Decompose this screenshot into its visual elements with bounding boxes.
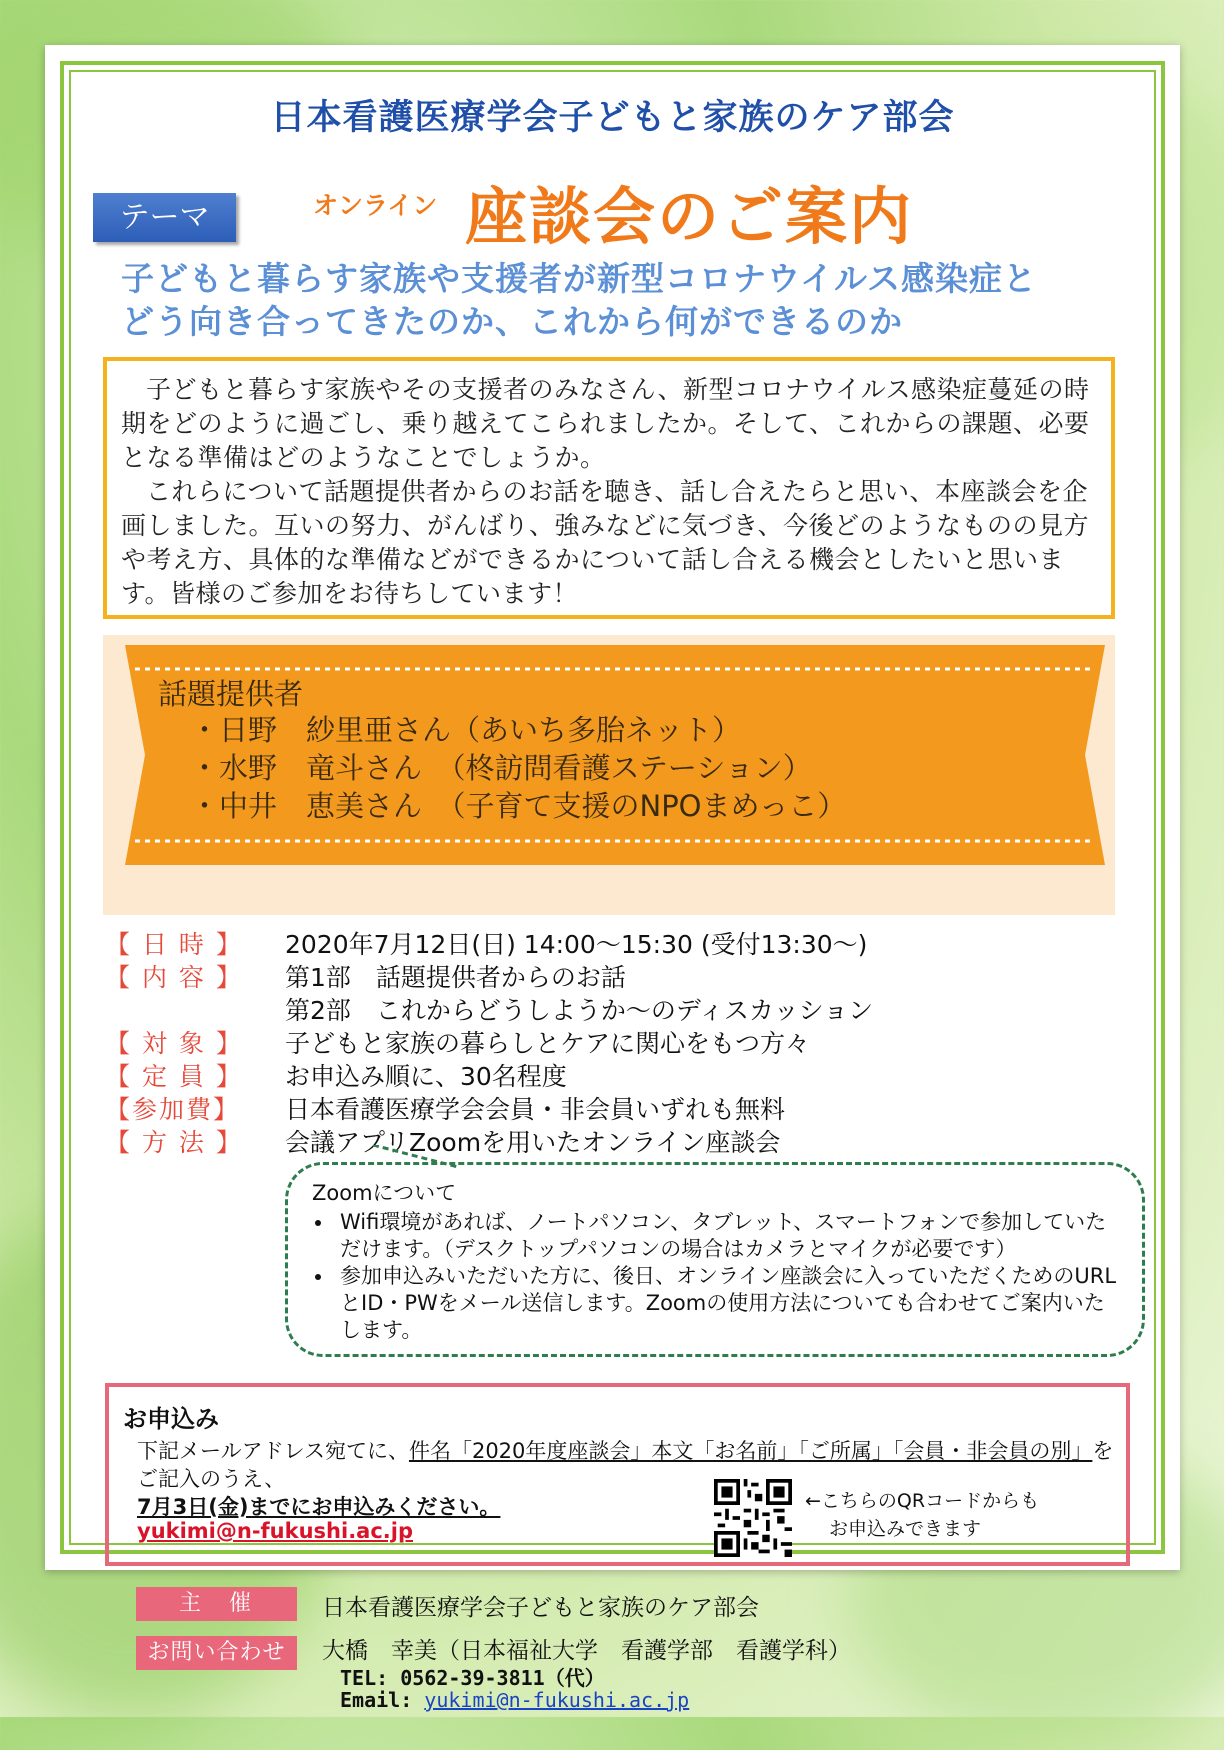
qr-note-line: ←こちらのQRコードからも <box>805 1490 1040 1512</box>
zoom-info-list <box>312 1209 1118 1344</box>
info-label: 【 日 時 】 <box>105 930 243 959</box>
contact-email <box>340 1688 689 1712</box>
info-value: 子どもと家族の暮らしとケアに関心をもつ方々 <box>285 1029 811 1058</box>
application-box <box>105 1383 1130 1566</box>
info-label: 【 対 象 】 <box>105 1029 243 1058</box>
tel-label: TEL: <box>340 1666 389 1690</box>
contact-label: お問い合わせ <box>136 1636 297 1670</box>
org-title: 日本看護医療学会子どもと家族のケア部会 <box>270 98 955 138</box>
info-value: 日本看護医療学会会員・非会員いずれも無料 <box>285 1095 786 1124</box>
application-instruction <box>137 1435 1113 1465</box>
speakers-title: 話題提供者 <box>158 677 304 711</box>
info-label: 【 内 容 】 <box>105 963 243 992</box>
qr-note-line: お申込みできます <box>829 1518 982 1540</box>
host-value: 日本看護医療学会子どもと家族のケア部会 <box>322 1595 759 1621</box>
info-value: 第2部 これからどうしようか～のディスカッション <box>285 996 874 1025</box>
info-label: 【参加費】 <box>105 1095 241 1124</box>
theme-subtitle-line: どう向き合ってきたのか、これから何ができるのか <box>121 302 903 341</box>
email-label: Email: <box>340 1688 413 1712</box>
online-label: オンライン <box>313 191 438 220</box>
intro-box <box>103 357 1115 619</box>
flyer <box>45 45 1180 1570</box>
zoom-info-title: Zoomについて <box>312 1181 457 1205</box>
intro-paragraph: これらについて話題提供者からのお話を聴き、話し合えたらと思い、本座談会を企画しました。互いの努力、がんばり、強みなどに気づき、今後どのようなものの見方や考え方、具体的な準備などができるかについて話し合える機会としたいと思います。皆様のご参加をお待ちしています！ <box>121 477 1090 608</box>
info-value: お申込み順に、30名程度 <box>285 1062 567 1091</box>
zoom-info-item: • 参加申込みいただいた方に、後日、オンライン座談会に入っていただくためのURLとID・PWをメール送信します。Zoomの使用方法についても合わせてご案内いたします。 <box>334 1263 1118 1344</box>
contact-email-link[interactable]: yukimi@n-fukushi.ac.jp <box>424 1688 690 1712</box>
theme-badge: テーマ <box>93 193 236 242</box>
info-label: 【 定 員 】 <box>105 1062 243 1091</box>
application-email-link[interactable]: yukimi@n-fukushi.ac.jp <box>137 1519 414 1543</box>
instruction-subject: 件名「2020年度座談会」本文「お名前」「ご所属」「会員・非会員の別」 <box>408 1439 1093 1463</box>
contact-tel <box>340 1662 605 1691</box>
instruction-prefix: 下記メールアドレス宛てに、 <box>137 1439 409 1463</box>
info-value: 会議アプリZoomを用いたオンライン座談会 <box>285 1128 781 1157</box>
info-value: 2020年7月12日(日) 14:00～15:30 (受付13:30～) <box>285 930 868 959</box>
application-deadline: 7月3日(金)までにお申込みください。 <box>137 1495 501 1519</box>
theme-subtitle-line: 子どもと暮らす家族や支援者が新型コロナウイルス感染症と <box>121 259 1038 298</box>
info-label: 【 方 法 】 <box>105 1128 243 1157</box>
host-label: 主 催 <box>136 1587 297 1621</box>
theme-subtitle <box>121 257 1141 343</box>
zoom-info-item: • Wifi環境があれば、ノートパソコン、タブレット、スマートフォンで参加していただけます。（デスクトップパソコンの場合はカメラとマイクが必要です） <box>334 1209 1118 1263</box>
speaker-item: ・水野 竜斗さん （柊訪問看護ステーション） <box>190 751 812 785</box>
main-title: 座談会のご案内 <box>465 180 914 253</box>
application-instruction-2: ご記入のうえ、 <box>137 1467 286 1491</box>
speaker-item: ・日野 紗里亜さん（あいち多胎ネット） <box>190 713 742 747</box>
qr-code[interactable] <box>714 1479 792 1557</box>
instruction-suffix: を <box>1092 1439 1114 1463</box>
tel-value: 0562-39-3811（代） <box>400 1666 605 1690</box>
intro-paragraph: 子どもと暮らす家族やその支援者のみなさん、新型コロナウイルス感染症蔓延の時期をどのように過ごし、乗り越えてこられましたか。そして、これからの課題、必要となる準備はどのようなことでしょうか。 <box>121 375 1090 472</box>
contact-name: 大橋 幸美（日本福祉大学 看護学部 看護学科） <box>322 1638 851 1664</box>
info-value: 第1部 話題提供者からのお話 <box>285 963 626 992</box>
zoom-info-box <box>285 1162 1145 1357</box>
speaker-item: ・中井 恵美さん （子育て支援のNPOまめっこ） <box>190 789 847 823</box>
qr-note <box>805 1487 1039 1543</box>
application-title: お申込み <box>123 1405 219 1433</box>
